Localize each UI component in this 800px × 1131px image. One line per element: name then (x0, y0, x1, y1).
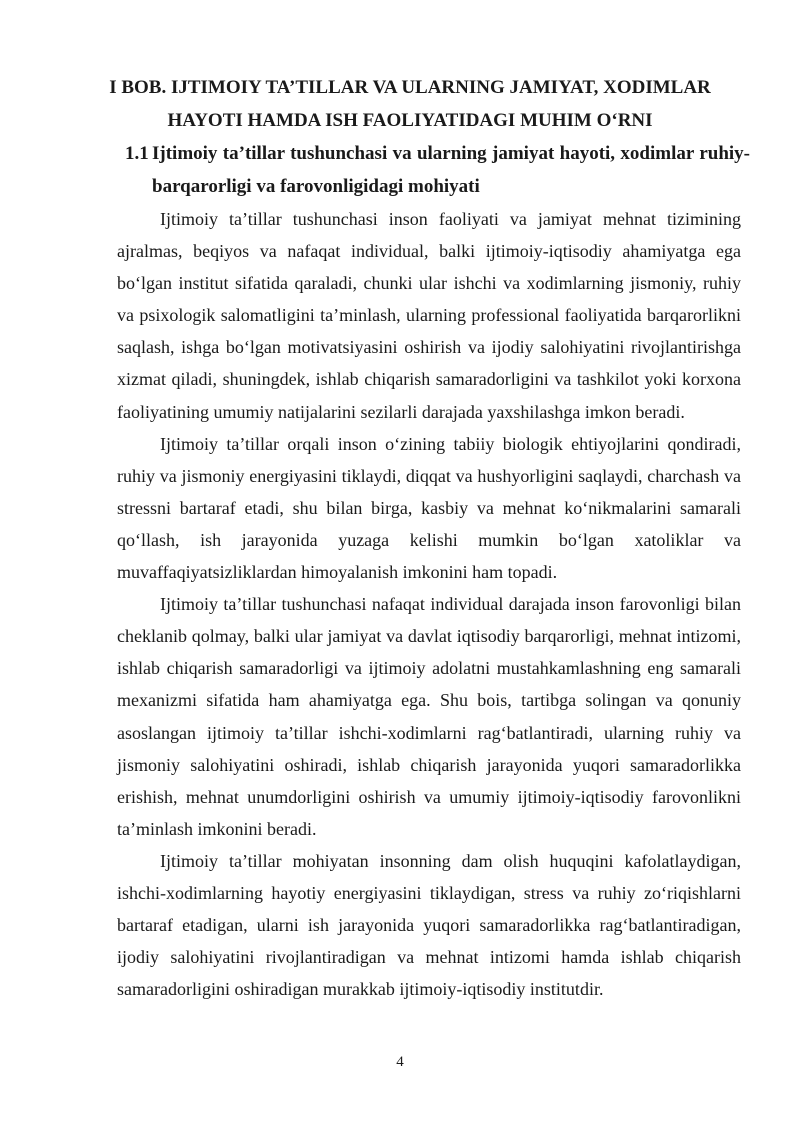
section-heading (125, 137, 750, 203)
chapter-title (100, 71, 720, 137)
section-title: Ijtimoiy ta’tillar tushunchasi va ularning jamiyat hayoti, xodimlar ruhiy-barqarorligi va farovonligidagi mohiyati (152, 143, 750, 197)
paragraph: Ijtimoiy ta’tillar tushunchasi nafaqat individual darajada inson farovonligi bilan cheklanib qolmay, balki ular jamiyat va davlat iqtisodiy barqarorligi, mehnat intizomi, ishlab chiqarish samaradorligi va ijtimoiy adolatni mustahkamlashning eng samarali mexanizmi sifatida ham ahamiyatga ega. Shu bois, tartibga solingan va qonuniy asoslangan ijtimoiy ta’tillar ishchi-xodimlarni rag‘batlantiradi, ularning ruhiy va jismoniy salohiyatini oshiradi, ishlab chiqarish jarayonida yuqori samaradorlikka erishish, mehnat unumdorligini oshirish va umumiy ijtimoiy-iqtisodiy farovonlikni ta’minlash imkonini beradi. (117, 594, 741, 839)
page-number: 4 (396, 1054, 404, 1070)
chapter-title-line-2: HAYOTI HAMDA ISH FAOLIYATIDAGI MUHIM O‘RNI (167, 110, 653, 131)
chapter-title-line-1: I BOB. IJTIMOIY TA’TILLAR VA ULARNING JAMIYAT, XODIMLAR (109, 77, 711, 98)
section-number: 1.1 (125, 143, 149, 164)
paragraph: Ijtimoiy ta’tillar orqali inson o‘zining tabiiy biologik ehtiyojlarini qondiradi, ruhiy va jismoniy energiyasini tiklaydi, diqqat va hushyorligini saqlaydi, charchash va stressni bartaraf etadi, shu bilan birga, kasbiy va mehnat ko‘nikmalarini samarali qo‘llash, ish jarayonida yuzaga kelishi mumkin bo‘lgan xatoliklar va muvaffaqiyatsizliklardan himoyalanish imkonini ham topadi. (117, 433, 741, 583)
paragraph: Ijtimoiy ta’tillar tushunchasi inson faoliyati va jamiyat mehnat tizimining ajralmas, beqiyos va nafaqat individual, balki ijtimoiy-iqtisodiy ahamiyatga ega bo‘lgan institut sifatida qaraladi, chunki ular ishchi va xodimlarning jismoniy, ruhiy va psixologik salomatligini ta’minlash, ularning professional faoliyatida barqarorlikni saqlash, ishga bo‘lgan motivatsiyasini oshirish va ijodiy salohiyatini rivojlantirishga xizmat qiladi, shuningdek, ishlab chiqarish samaradorligini va tashkilot yoki korxona faoliyatining umumiy natijalarini sezilarli darajada yaxshilashga imkon beradi. (117, 209, 741, 422)
body-text (117, 203, 741, 1005)
paragraph: Ijtimoiy ta’tillar mohiyatan insonning dam olish huquqini kafolatlaydigan, ishchi-xodimlarning hayotiy energiyasini tiklaydigan, stress va ruhiy zo‘riqishlarni bartaraf etadigan, ularni ish jarayonida yuqori samaradorlikka rag‘batlantiradigan, ijodiy salohiyatini rivojlantiradigan va mehnat intizomi hamda ishlab chiqarish samaradorligini oshiradigan murakkab ijtimoiy-iqtisodiy institutdir. (117, 850, 741, 1000)
